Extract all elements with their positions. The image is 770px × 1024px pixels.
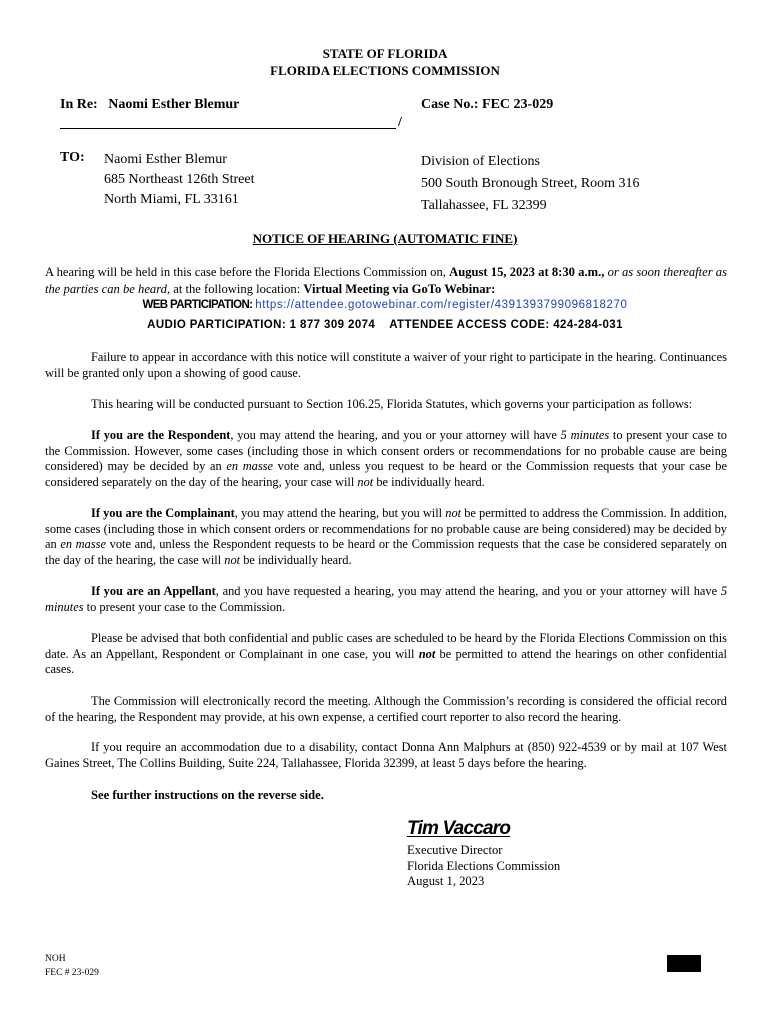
- division-name: Division of Elections: [421, 154, 540, 169]
- appellant-heading: If you are an Appellant: [91, 584, 216, 598]
- p1-text: A hearing will be held in this case before the Florida Elections Commission on,: [45, 265, 450, 279]
- audio-label: AUDIO PARTICIPATION: 1 877 309 2074: [147, 319, 376, 331]
- recipient-street: 685 Northeast 126th Street: [104, 172, 255, 187]
- signature-name: Tim Vaccaro: [407, 818, 511, 839]
- webinar-link[interactable]: https://attendee.gotowebinar.com/register/4391393799096818270: [255, 299, 628, 311]
- notice-title-text: NOTICE OF HEARING (AUTOMATIC FINE): [252, 231, 518, 246]
- signature-details: [407, 843, 560, 890]
- p1-italic: or as soon thereafter as the parties can be heard: [45, 265, 728, 296]
- hearing-date: August 15, 2023 at 8:30 a.m.,: [449, 265, 605, 279]
- hearing-paragraph: [45, 264, 727, 298]
- signature-title: Executive Director: [407, 843, 503, 857]
- division-address: [421, 151, 640, 217]
- signature-date: August 1, 2023: [407, 874, 485, 888]
- case-divider: [60, 128, 396, 129]
- p4-c: vote and, unless you request to be heard or the Commission requests that your case be considered separately on the day of the hearing, your case will: [45, 459, 727, 489]
- statute-paragraph: This hearing will be conducted pursuant to Section 106.25, Florida Statutes, which governs your participation as follows:: [91, 397, 693, 411]
- p4-en-masse: en masse: [226, 459, 273, 474]
- p6-a: , and you have requested a hearing, you may attend the hearing, and you or your attorney will have: [215, 584, 721, 598]
- to-label: TO:: [60, 150, 85, 165]
- access-code: ATTENDEE ACCESS CODE: 424-284-031: [389, 319, 623, 331]
- complainant-heading: If you are the Complainant: [91, 506, 235, 520]
- confidential-paragraph: [45, 631, 727, 678]
- p7-b: be permitted to attend the hearings on other confidential cases.: [45, 646, 727, 677]
- p5-c: vote and, unless the Respondent requests to be heard or the Commission requests that the case be considered separately on the day of the hearing, the case will: [45, 537, 727, 567]
- redaction-block: [667, 955, 701, 972]
- footer-line-2: FEC # 23-029: [45, 968, 99, 978]
- respondent-heading: If you are the Respondent: [91, 428, 231, 442]
- p5-b: be permitted to address the Commission. In addition, some cases (including those in which consent orders or recommendations for no probable cause are being considered) may be decided by an: [45, 506, 727, 552]
- p5-d: be individually heard.: [240, 552, 352, 567]
- recipient-city: North Miami, FL 33161: [104, 192, 239, 207]
- p6-b: to present your case to the Commission.: [83, 599, 286, 614]
- notice-title: [0, 231, 770, 247]
- p1-text-b: , at the following location:: [166, 282, 304, 296]
- header-state: STATE OF FLORIDA: [322, 46, 448, 61]
- header-commission: FLORIDA ELECTIONS COMMISSION: [270, 63, 500, 78]
- accommodation-paragraph: If you require an accommodation due to a disability, contact Donna Ann Malphurs at (850) 922-4539 or by mail at 107 West Gaines Street, The Collins Building, Suite 224, Tallahassee, Florida 32399, at least 5 days before the hearing.: [45, 740, 727, 770]
- respondent-paragraph: [45, 428, 727, 490]
- p5-a: , you may attend the hearing, but you will: [234, 506, 446, 520]
- case-number: Case No.: FEC 23-029: [421, 97, 554, 112]
- appellant-paragraph: [45, 584, 727, 615]
- p5-not-2: not: [224, 552, 241, 567]
- audio-participation-line: [0, 319, 770, 331]
- division-city: Tallahassee, FL 32399: [421, 198, 547, 213]
- p4-a: , you may attend the hearing, and you or your attorney will have: [230, 428, 561, 442]
- p7-not: not: [418, 646, 436, 661]
- p4-b: to present your case to the Commission. However, some cases (including those in which consent orders or recommendations for no probable cause are being considered) may be decided by an: [45, 428, 727, 474]
- p5-en-masse: en masse: [60, 537, 106, 552]
- reverse-side-note: See further instructions on the reverse side.: [91, 788, 324, 802]
- p4-minutes: 5 minutes: [560, 428, 610, 442]
- division-street: 500 South Bronough Street, Room 316: [421, 176, 640, 191]
- recipient-name: Naomi Esther Blemur: [104, 152, 227, 167]
- recipient-address: [104, 150, 254, 210]
- web-label: WEB PARTICIPATION:: [142, 299, 253, 311]
- p4-d: be individually heard.: [373, 474, 485, 489]
- footer-line-1: NOH: [45, 954, 66, 964]
- web-participation-line: [0, 299, 770, 311]
- p7-a: Please be advised that both confidential and public cases are scheduled to be heard by the Florida Elections Commission on this date. As an Appellant, Respondent or Complainant in one case, you will: [45, 631, 727, 661]
- waiver-paragraph: Failure to appear in accordance with this notice will constitute a waiver of your right to participate in the hearing. Continuances will be granted only upon a showing of good cause.: [45, 350, 727, 380]
- recording-paragraph: The Commission will electronically record the meeting. Although the Commission’s recording is considered the official record of the hearing, the Respondent may provide, at his own expense, a certified court reporter to also record the hearing.: [45, 694, 727, 724]
- p6-minutes: 5 minutes: [45, 584, 728, 614]
- in-re-line: In Re: Naomi Esther Blemur: [60, 97, 240, 112]
- complainant-paragraph: [45, 506, 727, 568]
- p4-not: not: [357, 474, 374, 489]
- footer-codes: [45, 952, 99, 980]
- case-slash: /: [398, 115, 402, 130]
- p5-not: not: [445, 506, 462, 520]
- signature-block: [407, 818, 560, 890]
- signature-org: Florida Elections Commission: [407, 858, 561, 873]
- hearing-location: Virtual Meeting via GoTo Webinar:: [303, 282, 496, 296]
